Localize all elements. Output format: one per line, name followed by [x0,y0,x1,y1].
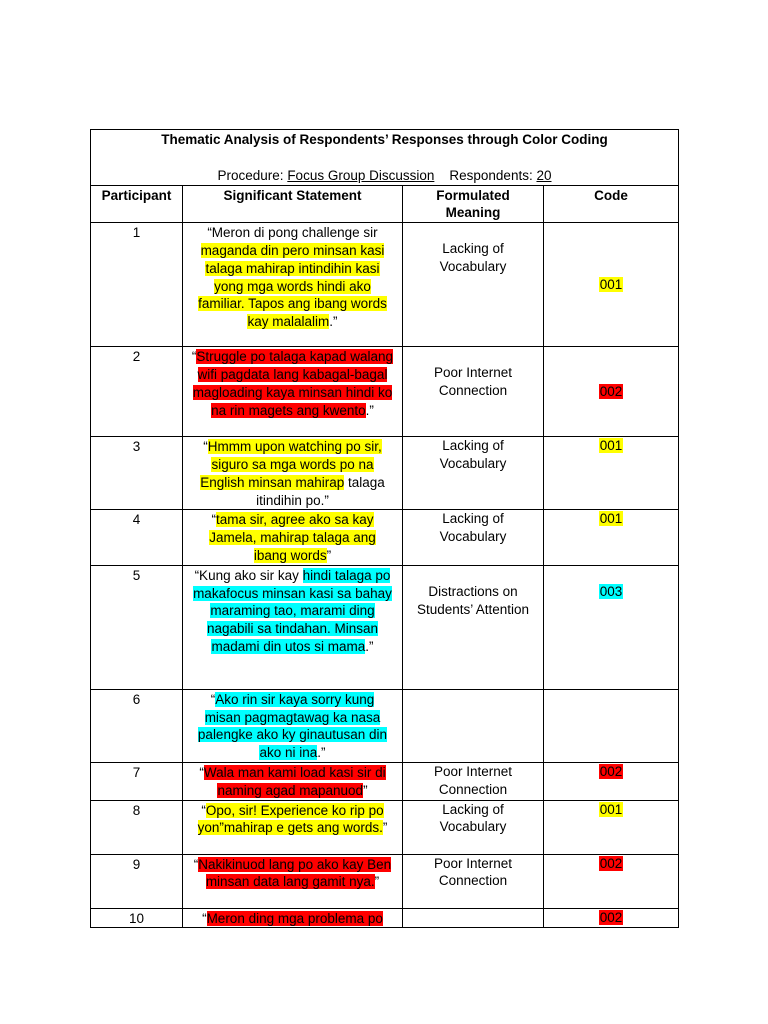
code-cell [544,223,679,347]
significant-statement [183,347,403,437]
table-title: Thematic Analysis of Respondents’ Responses through Color Coding [161,132,608,147]
procedure-value: Focus Group Discussion [287,167,435,183]
table-row [91,565,679,689]
statement-tail: ” [382,820,388,836]
participant-number: 8 [91,800,183,854]
table-row [91,762,679,800]
code-cell [544,565,679,689]
statement-tail: ” [374,874,380,890]
participant-number: 1 [91,223,183,347]
table-row [91,854,679,908]
formulated-meaning: Distractions on Students’ Attention [403,565,544,689]
statement-highlight: Nakikinuod lang po ako kay Ben minsan data lang gamit nya. [198,856,392,890]
code-badge: 001 [599,276,623,292]
code-badge: 001 [599,511,623,527]
respondents-label: Respondents: [449,167,533,183]
header-statement: Significant Statement [183,185,403,223]
significant-statement [183,510,403,565]
statement-highlight: Opo, sir! Experience ko rip po yon”mahirap e gets ang words. [197,802,384,836]
statement-highlight: Hmmm upon watching po sir, siguro sa mga words po na English minsan mahirap [200,439,382,490]
code-cell [544,689,679,762]
statement-lead: “Kung ako sir kay [194,567,303,583]
thematic-analysis-table [90,129,679,928]
table-row [91,510,679,565]
formulated-meaning: Poor Internet Connection [403,854,544,908]
significant-statement [183,762,403,800]
header-code: Code [544,185,679,223]
statement-highlight: Struggle po talaga kapad walang wifi pagdata lang kabagal-bagal magloading kaya minsan hindi ko na rin magets ang kwento [192,349,394,418]
statement-highlight: Ako rin sir kaya sorry kung misan pagmagtawag ka nasa palengke ako ky ginautusan din ako ni ina [197,691,388,761]
code-badge: 001 [599,438,623,454]
statement-tail: .” [365,638,374,654]
header-row [91,185,679,223]
code-cell [544,854,679,908]
formulated-meaning [403,908,544,928]
code-badge: 002 [599,855,623,871]
table-row [91,908,679,928]
statement-highlight: Wala man kami load kasi sir di naming agad mapanuod [203,764,386,798]
table-title-cell [91,130,679,186]
formulated-meaning [403,689,544,762]
statement-highlight: Meron ding mga problema po [206,910,383,926]
significant-statement [183,800,403,854]
table-row [91,689,679,762]
table-title-row [91,130,679,186]
statement-tail: ” [363,782,368,798]
header-meaning: Formulated Meaning [403,185,544,223]
header-participant: Participant [91,185,183,223]
participant-number: 3 [91,437,183,510]
code-cell [544,510,679,565]
statement-highlight: maganda din pero minsan kasi talaga mahirap intindihin kasi yong mga words hindi ako familiar. Tapos ang ibang words kay malalalim [198,242,387,330]
statement-tail: ” [326,547,332,563]
statement-tail: .” [317,745,326,761]
statement-text: “Meron di pong challenge sir [207,225,378,241]
code-badge: 002 [599,763,623,779]
code-cell [544,347,679,437]
formulated-meaning: Lacking of Vocabulary [403,437,544,510]
statement-lead: “ [201,802,206,818]
significant-statement [183,437,403,510]
formulated-meaning: Poor Internet Connection [403,762,544,800]
participant-number: 7 [91,762,183,800]
code-cell [544,800,679,854]
statement-lead: “ [193,856,199,872]
procedure-line [97,167,672,185]
table-row [91,437,679,510]
formulated-meaning: Lacking of Vocabulary [403,510,544,565]
participant-number: 2 [91,347,183,437]
code-badge: 002 [599,383,623,399]
statement-lead: “ [202,910,207,926]
code-cell [544,908,679,928]
code-cell [544,437,679,510]
statement-lead: “ [203,439,208,455]
significant-statement [183,689,403,762]
code-badge: 003 [599,583,623,599]
statement-highlight: tama sir, agree ako sa kay Jamela, mahirap talaga ang ibang words [209,512,376,563]
participant-number: 9 [91,854,183,908]
significant-statement [183,908,403,928]
significant-statement [183,565,403,689]
statement-lead: “ [211,512,216,528]
table-row [91,347,679,437]
procedure-label: Procedure: [217,167,284,183]
participant-number: 4 [91,510,183,565]
code-badge: 002 [599,909,623,925]
formulated-meaning: Lacking of Vocabulary [403,800,544,854]
code-badge: 001 [599,801,623,817]
participant-number: 6 [91,689,183,762]
table-row [91,800,679,854]
statement-lead: “ [210,691,216,707]
code-cell [544,762,679,800]
statement-lead: “ [199,764,204,780]
formulated-meaning: Lacking of Vocabulary [403,223,544,347]
statement-tail: .” [365,402,374,418]
table-row [91,223,679,347]
statement-tail: .” [329,314,338,330]
statement-highlight: hindi talaga po makafocus minsan kasi sa bahay maraming tao, marami ding nagabili sa tindahan. Minsan madami din utos si mama [193,567,392,654]
participant-number: 5 [91,565,183,689]
respondents-value: 20 [536,167,552,183]
significant-statement [183,854,403,908]
statement-tail: talaga itindihin po.” [256,474,385,508]
participant-number: 10 [91,908,183,928]
statement-lead: “ [191,349,197,365]
significant-statement [183,223,403,347]
formulated-meaning: Poor Internet Connection [403,347,544,437]
